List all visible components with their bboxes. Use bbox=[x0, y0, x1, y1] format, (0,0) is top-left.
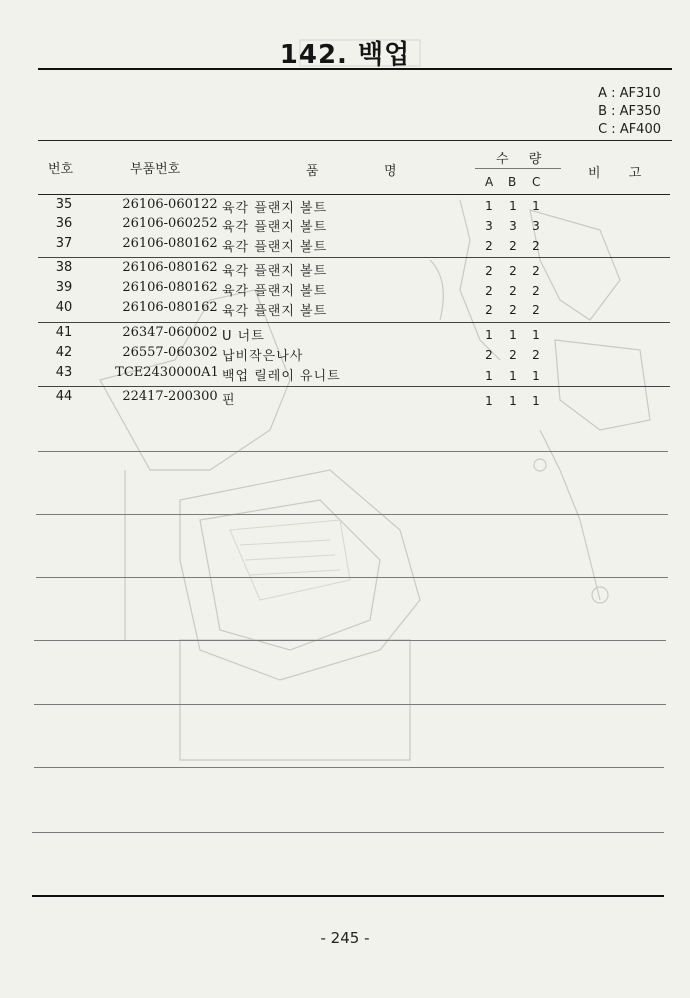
row-name: 육각 플랜지 볼트 bbox=[222, 201, 328, 216]
group-rule-3 bbox=[38, 386, 670, 387]
empty-rule bbox=[36, 577, 668, 578]
header-name-2: 명 bbox=[384, 164, 397, 179]
model-legend-a: A : AF310 bbox=[598, 86, 661, 101]
row-part-no: 26347-060002 bbox=[122, 325, 218, 340]
row-part-no: 26106-080162 bbox=[122, 300, 218, 315]
row-name: 백업 릴레이 유니트 bbox=[222, 369, 341, 384]
model-legend-b: B : AF350 bbox=[598, 104, 661, 119]
header-note: 비 고 bbox=[588, 166, 654, 181]
row-part-no: 26557-060302 bbox=[122, 345, 218, 360]
row-qty-a: 2 bbox=[485, 264, 493, 278]
empty-rule bbox=[34, 640, 666, 641]
row-qty-c: 2 bbox=[532, 264, 540, 278]
row-no: 44 bbox=[55, 389, 73, 404]
page-number: - 245 - bbox=[320, 929, 370, 947]
row-qty-b: 2 bbox=[509, 303, 517, 317]
header-bottom-rule bbox=[38, 194, 670, 195]
row-qty-a: 3 bbox=[485, 219, 493, 233]
row-qty-b: 1 bbox=[509, 369, 517, 383]
row-part-no: 26106-080162 bbox=[122, 260, 218, 275]
row-no: 36 bbox=[55, 216, 73, 231]
row-name: 핀 bbox=[222, 393, 236, 408]
row-qty-a: 2 bbox=[485, 348, 493, 362]
row-qty-c: 2 bbox=[532, 284, 540, 298]
row-qty-a: 1 bbox=[485, 394, 493, 408]
row-qty-b: 1 bbox=[509, 394, 517, 408]
row-qty-c: 1 bbox=[532, 369, 540, 383]
row-no: 42 bbox=[55, 345, 73, 360]
empty-rule bbox=[32, 832, 664, 833]
row-no: 43 bbox=[55, 365, 73, 380]
row-qty-b: 2 bbox=[509, 264, 517, 278]
qty-header-rule bbox=[475, 168, 561, 169]
row-part-no: 26106-060122 bbox=[122, 197, 218, 212]
row-part-no: 22417-200300 bbox=[122, 389, 218, 404]
empty-rule bbox=[34, 704, 666, 705]
row-name: 납비작은나사 bbox=[222, 349, 304, 364]
row-qty-b: 2 bbox=[509, 284, 517, 298]
row-qty-c: 2 bbox=[532, 348, 540, 362]
row-part-no: 26106-080162 bbox=[122, 236, 218, 251]
row-part-no: 26106-080162 bbox=[122, 280, 218, 295]
row-name: U 너트 bbox=[222, 329, 265, 344]
row-qty-a: 2 bbox=[485, 239, 493, 253]
header-qty-c: C bbox=[532, 175, 541, 189]
empty-rule bbox=[38, 451, 668, 452]
header-qty: 수 량 bbox=[496, 152, 550, 167]
header-qty-a: A bbox=[485, 175, 494, 189]
row-qty-b: 1 bbox=[509, 199, 517, 213]
title-rule bbox=[38, 68, 672, 70]
table-bottom-rule bbox=[32, 895, 664, 897]
row-qty-b: 2 bbox=[509, 348, 517, 362]
page-title: 142. 백업 bbox=[279, 40, 411, 70]
model-legend-c: C : AF400 bbox=[598, 122, 661, 137]
row-name: 육각 플랜지 볼트 bbox=[222, 264, 328, 279]
empty-rule bbox=[36, 514, 668, 515]
row-no: 40 bbox=[55, 300, 73, 315]
row-qty-c: 2 bbox=[532, 303, 540, 317]
row-name: 육각 플랜지 볼트 bbox=[222, 304, 328, 319]
row-no: 38 bbox=[55, 260, 73, 275]
row-qty-c: 1 bbox=[532, 328, 540, 342]
row-no: 35 bbox=[55, 197, 73, 212]
empty-rule bbox=[34, 767, 664, 768]
header-qty-b: B bbox=[508, 175, 517, 189]
model-legend bbox=[598, 85, 661, 139]
header-no: 번호 bbox=[48, 162, 74, 177]
row-qty-b: 2 bbox=[509, 239, 517, 253]
row-no: 41 bbox=[55, 325, 73, 340]
header-part-no: 부품번호 bbox=[130, 162, 181, 177]
row-no: 37 bbox=[55, 236, 73, 251]
row-part-no: TCE2430000A1 bbox=[115, 365, 219, 380]
row-name: 육각 플랜지 볼트 bbox=[222, 284, 328, 299]
row-qty-a: 1 bbox=[485, 199, 493, 213]
header-name-1: 품 bbox=[306, 164, 319, 179]
row-qty-a: 1 bbox=[485, 369, 493, 383]
row-name: 육각 플랜지 볼트 bbox=[222, 220, 328, 235]
row-part-no: 26106-060252 bbox=[122, 216, 218, 231]
row-qty-c: 3 bbox=[532, 219, 540, 233]
row-qty-c: 2 bbox=[532, 239, 540, 253]
row-qty-a: 2 bbox=[485, 284, 493, 298]
group-rule-2 bbox=[38, 322, 670, 323]
table-top-rule bbox=[38, 140, 672, 141]
row-qty-a: 1 bbox=[485, 328, 493, 342]
row-qty-a: 2 bbox=[485, 303, 493, 317]
row-name: 육각 플랜지 볼트 bbox=[222, 240, 328, 255]
group-rule-1 bbox=[38, 257, 670, 258]
row-qty-b: 3 bbox=[509, 219, 517, 233]
row-qty-c: 1 bbox=[532, 394, 540, 408]
row-no: 39 bbox=[55, 280, 73, 295]
row-qty-b: 1 bbox=[509, 328, 517, 342]
row-qty-c: 1 bbox=[532, 199, 540, 213]
